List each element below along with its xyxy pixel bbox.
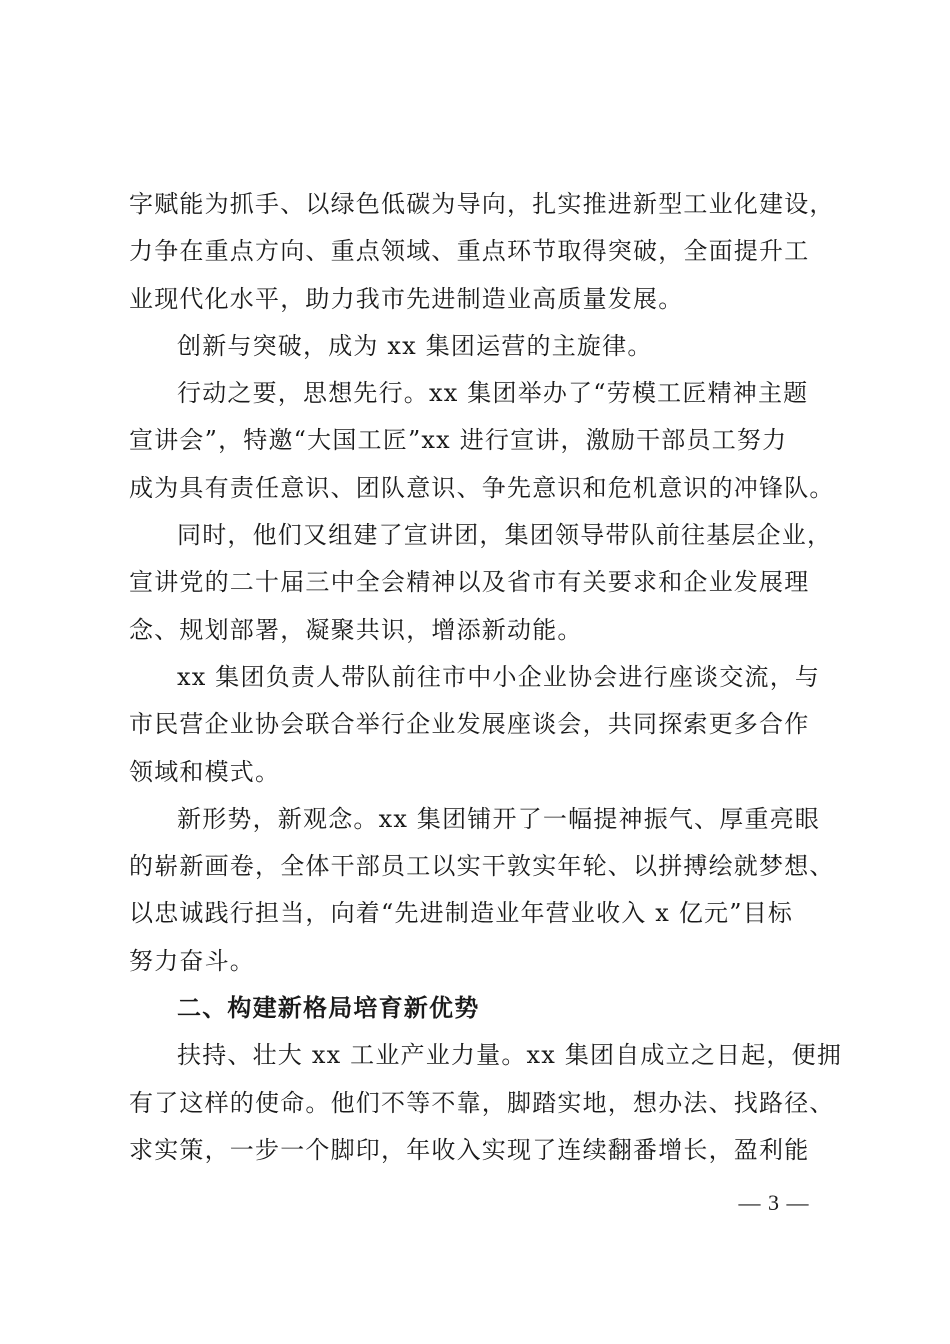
paragraph-7 [129,1032,843,1174]
paragraph-6 [129,796,835,985]
text-line: 创新与突破，成为 xx 集团运营的主旋律。 [177,331,653,360]
text-line: 字赋能为抓手、以绿色低碳为导向，扎实推进新型工业化建设， [129,190,835,218]
section-heading [129,985,829,1032]
text-line: 扶持、壮大 xx 工业产业力量。xx 集团自成立之日起，便拥 [177,1041,843,1070]
text-line: 努力奋斗。 [129,946,255,975]
text-line: 成为具有责任意识、团队意识、争先意识和危机意识的冲锋队。 [129,473,835,502]
paragraph-5 [129,654,829,796]
text-line: 业现代化水平，助力我市先进制造业高质量发展。 [129,284,684,313]
text-line: 新形势，新观念。xx 集团铺开了一幅提神振气、厚重亮眼 [177,804,821,833]
paragraph-1 [129,181,835,323]
text-line: xx 集团负责人带队前往市中小企业协会进行座谈交流，与 [177,662,821,691]
text-line: 行动之要，思想先行。xx 集团举办了“劳模工匠精神主题 [177,379,809,408]
text-line: 市民营企业协会联合举行企业发展座谈会，共同探索更多合作 [129,710,810,739]
text-line: 宣讲会”，特邀“大国工匠”xx 进行宣讲，激励干部员工努力 [129,426,788,455]
text-line: 有了这样的使命。他们不等不靠，脚踏实地，想办法、找路径、 [129,1088,835,1117]
document-body [129,181,843,1174]
text-line: 同时，他们又组建了宣讲团，集团领导带队前往基层企业， [177,521,833,550]
text-line: 领域和模式。 [129,757,281,786]
paragraph-2 [129,323,829,370]
paragraph-3 [129,370,835,512]
paragraph-4 [129,512,833,654]
text-line: 的崭新画卷，全体干部员工以实干敦实年轮、以拼搏绘就梦想、 [129,852,835,881]
heading-text: 二、构建新格局培育新优势 [177,994,480,1023]
text-line: 以忠诚践行担当，向着“先进制造业年营业收入 x 亿元”目标 [129,899,794,928]
page-number: — 3 — [738,1190,810,1215]
text-line: 念、规划部署，凝聚共识，增添新动能。 [129,615,583,644]
text-line: 求实策，一步一个脚印，年收入实现了连续翻番增长，盈利能 [129,1135,810,1164]
text-line: 宣讲党的二十届三中全会精神以及省市有关要求和企业发展理 [129,568,810,597]
text-line: 力争在重点方向、重点领域、重点环节取得突破，全面提升工 [129,237,810,266]
